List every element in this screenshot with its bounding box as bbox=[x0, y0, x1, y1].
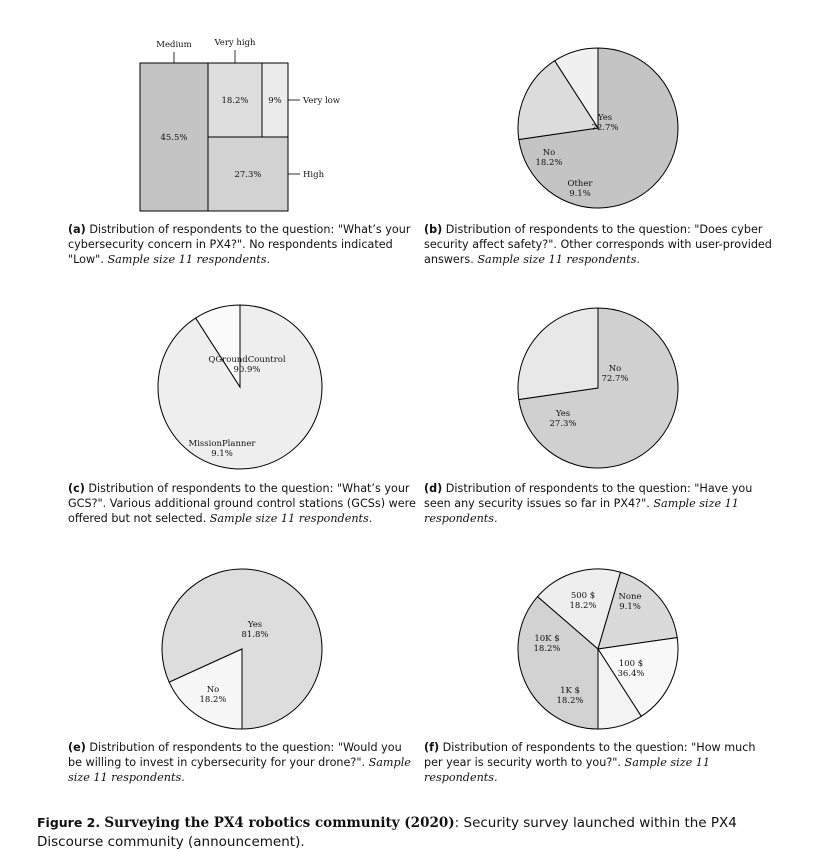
treemap-label-very-low: Very low bbox=[303, 96, 341, 106]
caption-d-tag: (d) bbox=[424, 482, 443, 495]
treemap-label-medium: Medium bbox=[156, 40, 192, 50]
chart-b-pie bbox=[505, 38, 691, 218]
pie-e-label-no: No bbox=[206, 685, 220, 695]
caption-e-note: Sample size 11 respondents. bbox=[68, 756, 411, 784]
caption-c bbox=[68, 481, 418, 526]
treemap-value-very-low: 9% bbox=[268, 96, 282, 106]
pie-b-label-yes: Yes bbox=[597, 113, 613, 123]
treemap-label-high: High bbox=[303, 170, 325, 180]
pie-f-label-none: None bbox=[618, 592, 642, 602]
caption-e-tag: (e) bbox=[68, 741, 86, 754]
pie-f-value-1k: 18.2% bbox=[556, 696, 584, 706]
chart-a-treemap bbox=[130, 30, 360, 220]
pie-b-value-yes: 72.7% bbox=[591, 123, 619, 133]
caption-a-text: Distribution of respondents to the question: "What’s your cybersecurity concern in PX4?". No respondents indicated "Low". bbox=[68, 223, 411, 266]
figure-label: Figure 2. bbox=[37, 815, 101, 830]
pie-f-value-500: 18.2% bbox=[569, 601, 597, 611]
chart-c-pie bbox=[145, 296, 335, 476]
figure-caption bbox=[37, 813, 797, 852]
treemap-value-medium: 45.5% bbox=[160, 133, 188, 143]
caption-f-text: Distribution of respondents to the question: "How much per year is security worth to you?". bbox=[424, 741, 756, 769]
caption-a-tag: (a) bbox=[68, 223, 86, 236]
pie-d-label-yes: Yes bbox=[555, 409, 571, 419]
caption-e-text: Distribution of respondents to the question: "Would you be willing to invest in cybersecurity for your drone?". bbox=[68, 741, 402, 769]
pie-b-label-no: No bbox=[542, 148, 556, 158]
caption-b bbox=[424, 222, 774, 267]
caption-f-tag: (f) bbox=[424, 741, 440, 754]
treemap-label-very-high: Very high bbox=[214, 38, 256, 48]
pie-f-label-1k: 1K $ bbox=[560, 686, 580, 696]
caption-d-note: Sample size 11 respondents. bbox=[424, 497, 739, 525]
pie-d-label-no: No bbox=[608, 364, 622, 374]
caption-d-text: Distribution of respondents to the question: "Have you seen any security issues so far in PX4?". bbox=[424, 482, 753, 510]
caption-f-note: Sample size 11 respondents. bbox=[424, 756, 711, 784]
pie-f-value-10k: 18.2% bbox=[533, 644, 561, 654]
figure-title: Surveying the PX4 robotics community (2020) bbox=[104, 815, 455, 831]
pie-f-label-10k: 10K $ bbox=[534, 634, 560, 644]
pie-c-label-missionplanner: MissionPlanner bbox=[188, 439, 256, 449]
pie-c-value-missionplanner: 9.1% bbox=[211, 449, 233, 459]
caption-b-tag: (b) bbox=[424, 223, 443, 236]
pie-c-label-qgroundcountrol: QGroundCountrol bbox=[208, 355, 286, 365]
caption-e bbox=[68, 740, 418, 785]
pie-e-label-yes: Yes bbox=[247, 620, 263, 630]
caption-c-note: Sample size 11 respondents. bbox=[209, 512, 373, 525]
treemap-value-very-high: 18.2% bbox=[221, 96, 249, 106]
pie-e-value-yes: 81.8% bbox=[241, 630, 269, 640]
caption-a-note: Sample size 11 respondents. bbox=[107, 253, 271, 266]
pie-b-value-no: 18.2% bbox=[535, 158, 563, 168]
pie-d-value-no: 72.7% bbox=[601, 374, 629, 384]
chart-f-pie bbox=[505, 559, 691, 739]
caption-f bbox=[424, 740, 769, 785]
pie-f-label-100: 100 $ bbox=[618, 659, 644, 669]
pie-b-value-other: 9.1% bbox=[569, 189, 591, 199]
pie-d-slice-yes bbox=[518, 308, 598, 400]
caption-c-tag: (c) bbox=[68, 482, 85, 495]
pie-d-value-yes: 27.3% bbox=[549, 419, 577, 429]
chart-e-pie bbox=[150, 559, 336, 739]
pie-f-value-none: 9.1% bbox=[619, 602, 641, 612]
caption-c-text: Distribution of respondents to the question: "What’s your GCS?". Various additional ground control stations (GCSs) were offered but not selected. bbox=[68, 482, 416, 525]
caption-d bbox=[424, 481, 769, 526]
treemap-value-high: 27.3% bbox=[234, 170, 262, 180]
chart-d-pie bbox=[505, 296, 691, 476]
pie-c-value-qgroundcountrol: 90.9% bbox=[233, 365, 261, 375]
caption-b-note: Sample size 11 respondents. bbox=[477, 253, 640, 266]
panel-a bbox=[130, 30, 360, 220]
pie-f-label-500: 500 $ bbox=[570, 591, 596, 601]
pie-e-value-no: 18.2% bbox=[199, 695, 227, 705]
figure-text: : Security survey launched within the PX4 Discourse community (announcement). bbox=[37, 815, 737, 850]
caption-b-text: Distribution of respondents to the question: "Does cyber security affect safety?". Other corresponds with user-provided answers. bbox=[424, 223, 772, 266]
caption-a bbox=[68, 222, 418, 267]
pie-b-label-other: Other bbox=[567, 179, 593, 189]
pie-f-value-100: 36.4% bbox=[617, 669, 645, 679]
